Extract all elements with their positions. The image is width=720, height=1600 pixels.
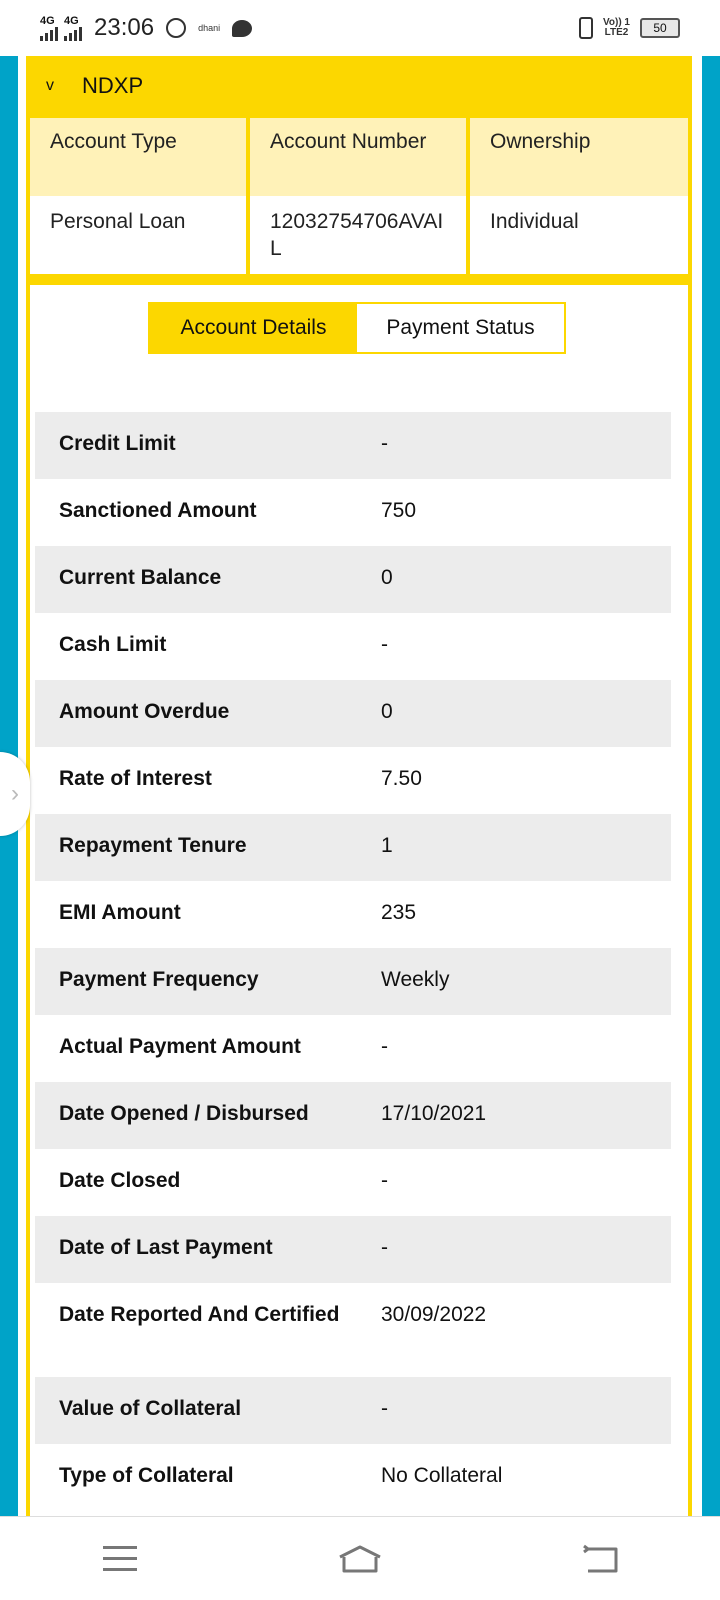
network-type-2: 4G xyxy=(64,14,79,27)
network-type-1: 4G xyxy=(40,14,55,27)
header-ownership: Ownership xyxy=(470,118,688,196)
detail-label: Date of Last Payment xyxy=(59,1236,273,1259)
back-button[interactable] xyxy=(570,1539,630,1579)
detail-value: 750 xyxy=(381,499,417,522)
detail-row xyxy=(35,1015,671,1082)
detail-value: Weekly xyxy=(381,968,450,991)
account-details-panel xyxy=(30,285,688,1516)
detail-row xyxy=(35,1283,671,1377)
signal-icon xyxy=(40,16,58,41)
page-frame-right xyxy=(702,56,720,1516)
account-number-value: 12032754706AVAIL xyxy=(250,196,466,274)
lender-name: NDXP xyxy=(82,73,144,98)
battery-icon: 50 xyxy=(640,18,680,38)
account-card xyxy=(26,56,692,1516)
ownership-value: Individual xyxy=(470,196,688,274)
detail-label: Actual Payment Amount xyxy=(59,1035,301,1058)
back-icon xyxy=(580,1543,620,1575)
tab-payment-status[interactable]: Payment Status xyxy=(386,316,535,339)
chat-icon xyxy=(232,20,252,37)
detail-row xyxy=(35,1216,671,1283)
signal-icon-2 xyxy=(64,16,82,41)
detail-label: Current Balance xyxy=(59,566,222,589)
details-tabs xyxy=(148,302,566,354)
volte-indicator xyxy=(603,18,630,38)
detail-value: 0 xyxy=(381,700,393,723)
detail-value: - xyxy=(381,633,388,656)
detail-row xyxy=(35,412,671,479)
detail-row xyxy=(35,747,671,814)
detail-value: - xyxy=(381,1035,388,1058)
detail-label: Amount Overdue xyxy=(59,700,230,723)
header-account-number: Account Number xyxy=(250,118,466,196)
menu-icon xyxy=(103,1546,137,1571)
header-account-type: Account Type xyxy=(30,118,246,196)
detail-value: 17/10/2021 xyxy=(381,1102,487,1125)
volte-line-1: Vo)) 1 xyxy=(602,17,630,28)
whatsapp-icon xyxy=(166,18,186,38)
detail-label: Value of Collateral xyxy=(59,1397,242,1420)
detail-value: 1 xyxy=(381,834,393,857)
clock: 23:06 xyxy=(94,14,155,41)
detail-label: Date Reported And Certified xyxy=(59,1303,340,1326)
detail-row xyxy=(35,680,671,747)
detail-label: Date Opened / Disbursed xyxy=(59,1102,309,1125)
account-type-value: Personal Loan xyxy=(30,196,246,274)
detail-label: Rate of Interest xyxy=(59,767,212,790)
detail-row xyxy=(35,1082,671,1149)
menu-button[interactable] xyxy=(90,1539,150,1579)
system-navigation-bar xyxy=(0,1516,720,1600)
vibrate-icon xyxy=(579,17,593,39)
detail-value: - xyxy=(381,1169,388,1192)
detail-value: 235 xyxy=(381,901,417,924)
detail-row xyxy=(35,1377,671,1444)
detail-value: 30/09/2022 xyxy=(381,1303,487,1326)
detail-value: 7.50 xyxy=(381,767,422,790)
status-bar xyxy=(0,0,720,56)
account-accordion-header[interactable] xyxy=(26,56,692,116)
detail-row xyxy=(35,546,671,613)
detail-value: - xyxy=(381,1397,388,1420)
detail-label: Payment Frequency xyxy=(59,968,259,991)
detail-row xyxy=(35,613,671,680)
detail-label: Repayment Tenure xyxy=(59,834,247,857)
detail-row xyxy=(35,1149,671,1216)
details-list xyxy=(35,412,671,1511)
detail-label: Sanctioned Amount xyxy=(59,499,257,522)
detail-label: Type of Collateral xyxy=(59,1464,234,1487)
detail-value: - xyxy=(381,1236,388,1259)
detail-value: No Collateral xyxy=(381,1464,503,1487)
detail-label: Date Closed xyxy=(59,1169,181,1192)
detail-label: Cash Limit xyxy=(59,633,167,656)
detail-label: Credit Limit xyxy=(59,432,176,455)
detail-value: 0 xyxy=(381,566,393,589)
detail-row xyxy=(35,814,671,881)
tab-account-details[interactable]: Account Details xyxy=(150,304,357,352)
account-summary-table xyxy=(30,118,688,274)
detail-label: EMI Amount xyxy=(59,901,181,924)
detail-value: - xyxy=(381,432,388,455)
detail-row xyxy=(35,1444,671,1511)
detail-row xyxy=(35,881,671,948)
home-button[interactable] xyxy=(330,1539,390,1579)
detail-row xyxy=(35,479,671,546)
home-icon xyxy=(336,1543,384,1575)
volte-line-2: LTE2 xyxy=(604,27,629,38)
collapse-chevron-icon[interactable]: v xyxy=(46,77,54,94)
app-notification-label: dhani xyxy=(198,23,221,33)
chevron-right-icon: › xyxy=(11,780,19,807)
detail-row xyxy=(35,948,671,1015)
